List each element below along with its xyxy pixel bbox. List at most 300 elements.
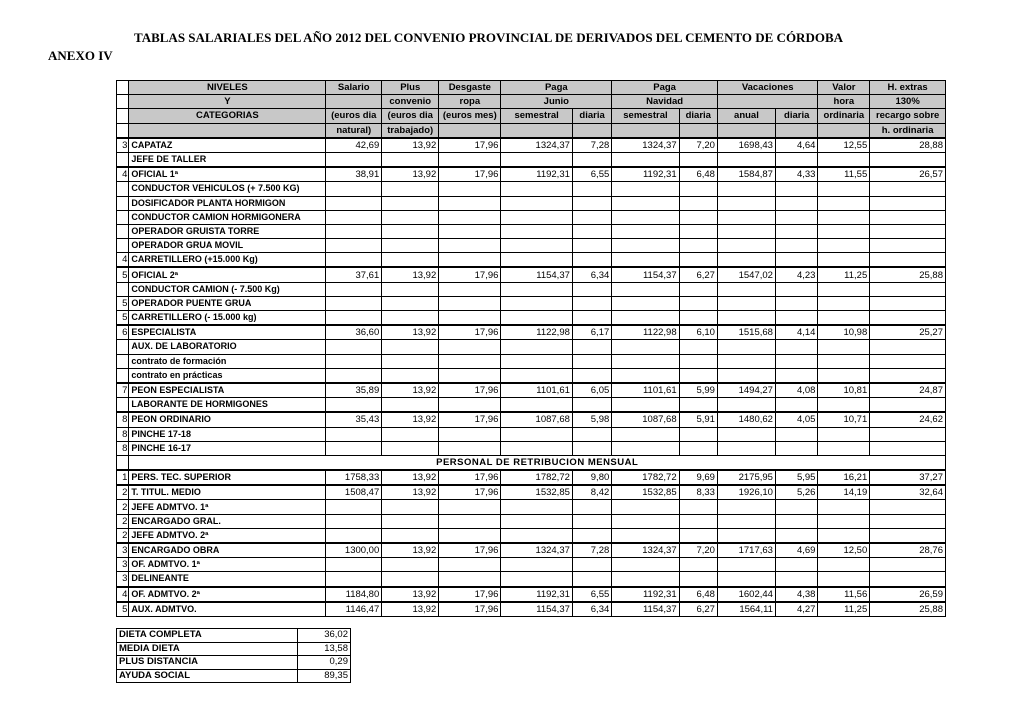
value-cell — [612, 239, 679, 253]
value-cell: 1926,10 — [717, 485, 775, 500]
value-cell: 7,20 — [679, 138, 717, 153]
value-cell — [870, 311, 946, 326]
value-cell — [439, 224, 501, 238]
value-cell: 13,92 — [382, 267, 439, 282]
value-cell — [326, 282, 382, 296]
value-cell — [870, 152, 946, 167]
header-cell — [572, 123, 611, 138]
table-row — [117, 368, 946, 383]
level-number — [117, 282, 129, 296]
value-cell: 1184,80 — [326, 587, 382, 602]
extras-value: 0,29 — [298, 656, 351, 670]
value-cell: 13,92 — [382, 412, 439, 427]
value-cell — [572, 182, 611, 196]
level-number — [117, 224, 129, 238]
value-cell — [572, 311, 611, 326]
table-row — [117, 441, 946, 455]
value-cell — [572, 500, 611, 514]
value-cell: 4,23 — [775, 267, 818, 282]
value-cell — [818, 196, 870, 210]
header-cell — [679, 123, 717, 138]
value-cell: 6,55 — [572, 587, 611, 602]
category-name: CARRETILLERO (- 15.000 kg) — [129, 311, 326, 326]
value-cell: 1547,02 — [717, 267, 775, 282]
level-number: 2 — [117, 514, 129, 528]
value-cell — [717, 196, 775, 210]
value-cell — [870, 398, 946, 413]
level-number — [117, 398, 129, 413]
level-number: 3 — [117, 543, 129, 558]
value-cell: 1698,43 — [717, 138, 775, 153]
value-cell: 9,69 — [679, 470, 717, 485]
header-cell: Paga — [501, 81, 612, 95]
table-row — [117, 383, 946, 398]
level-number: 7 — [117, 383, 129, 398]
value-cell — [818, 253, 870, 268]
value-cell — [818, 340, 870, 354]
header-cell — [129, 123, 326, 138]
value-cell: 24,87 — [870, 383, 946, 398]
table-row — [117, 340, 946, 354]
value-cell — [818, 514, 870, 528]
value-cell — [679, 441, 717, 455]
category-name: contrato en prácticas — [129, 368, 326, 383]
level-number: 2 — [117, 500, 129, 514]
value-cell — [326, 558, 382, 572]
value-cell: 2175,95 — [717, 470, 775, 485]
header-cell: 130% — [870, 95, 946, 109]
value-cell — [775, 340, 818, 354]
value-cell: 10,71 — [818, 412, 870, 427]
table-row — [117, 412, 946, 427]
value-cell: 1300,00 — [326, 543, 382, 558]
value-cell — [717, 398, 775, 413]
value-cell: 6,34 — [572, 602, 611, 617]
value-cell: 1532,85 — [612, 485, 679, 500]
value-cell: 5,99 — [679, 383, 717, 398]
header-cell: Vacaciones — [717, 81, 818, 95]
value-cell — [572, 296, 611, 310]
value-cell — [382, 354, 439, 368]
level-number: 4 — [117, 167, 129, 182]
value-cell — [870, 196, 946, 210]
value-cell — [439, 398, 501, 413]
value-cell — [818, 500, 870, 514]
value-cell — [572, 282, 611, 296]
value-cell — [679, 282, 717, 296]
value-cell: 5,98 — [572, 412, 611, 427]
value-cell — [612, 296, 679, 310]
header-cell: h. ordinaria — [870, 123, 946, 138]
daily-rows — [117, 138, 946, 456]
table-row — [117, 267, 946, 282]
value-cell: 1154,37 — [612, 602, 679, 617]
value-cell — [679, 558, 717, 572]
value-cell: 17,96 — [439, 602, 501, 617]
value-cell — [382, 196, 439, 210]
value-cell — [717, 441, 775, 455]
value-cell — [572, 354, 611, 368]
value-cell — [439, 441, 501, 455]
table-row — [117, 296, 946, 310]
category-name: PINCHE 16-17 — [129, 441, 326, 455]
category-name: CONDUCTOR CAMION (- 7.500 Kg) — [129, 282, 326, 296]
header-cell: NIVELES — [129, 81, 326, 95]
value-cell — [612, 368, 679, 383]
value-cell — [572, 398, 611, 413]
table-row — [117, 196, 946, 210]
value-cell — [679, 239, 717, 253]
value-cell — [326, 354, 382, 368]
value-cell — [818, 210, 870, 224]
value-cell: 26,59 — [870, 587, 946, 602]
level-number: 2 — [117, 528, 129, 543]
value-cell: 1515,68 — [717, 325, 775, 340]
category-name: contrato de formación — [129, 354, 326, 368]
category-name: OF. ADMTVO. 1ª — [129, 558, 326, 572]
table-row — [117, 543, 946, 558]
extras-row — [117, 642, 351, 656]
header-cell: Valor — [818, 81, 870, 95]
value-cell — [818, 296, 870, 310]
value-cell — [572, 152, 611, 167]
header-cell: (euros dia — [382, 109, 439, 123]
value-cell — [439, 528, 501, 543]
value-cell: 17,96 — [439, 485, 501, 500]
value-cell — [679, 311, 717, 326]
value-cell — [382, 253, 439, 268]
value-cell — [501, 514, 572, 528]
value-cell — [612, 196, 679, 210]
value-cell — [501, 152, 572, 167]
value-cell: 13,92 — [382, 325, 439, 340]
value-cell — [870, 500, 946, 514]
value-cell: 6,05 — [572, 383, 611, 398]
value-cell: 12,55 — [818, 138, 870, 153]
value-cell: 1758,33 — [326, 470, 382, 485]
value-cell: 1154,37 — [612, 267, 679, 282]
table-row — [117, 152, 946, 167]
value-cell — [439, 340, 501, 354]
value-cell — [501, 558, 572, 572]
value-cell — [439, 182, 501, 196]
extras-row — [117, 656, 351, 670]
value-cell — [775, 354, 818, 368]
value-cell — [382, 282, 439, 296]
value-cell: 17,96 — [439, 412, 501, 427]
value-cell: 24,62 — [870, 412, 946, 427]
value-cell — [572, 340, 611, 354]
value-cell — [382, 558, 439, 572]
value-cell — [679, 296, 717, 310]
table-row — [117, 167, 946, 182]
value-cell: 13,92 — [382, 383, 439, 398]
value-cell — [382, 368, 439, 383]
value-cell — [326, 210, 382, 224]
level-number: 5 — [117, 296, 129, 310]
value-cell: 9,80 — [572, 470, 611, 485]
category-name: OFICIAL 1ª — [129, 167, 326, 182]
value-cell: 13,92 — [382, 543, 439, 558]
value-cell: 37,27 — [870, 470, 946, 485]
value-cell — [870, 282, 946, 296]
value-cell — [612, 572, 679, 587]
value-cell — [326, 182, 382, 196]
value-cell — [775, 296, 818, 310]
value-cell — [775, 282, 818, 296]
category-name: OPERADOR PUENTE GRUA — [129, 296, 326, 310]
value-cell: 1508,47 — [326, 485, 382, 500]
header-cell: recargo sobre — [870, 109, 946, 123]
value-cell — [382, 441, 439, 455]
value-cell: 17,96 — [439, 167, 501, 182]
value-cell — [870, 182, 946, 196]
value-cell — [612, 282, 679, 296]
category-name: PERS. TEC. SUPERIOR — [129, 470, 326, 485]
table-row — [117, 224, 946, 238]
value-cell: 17,96 — [439, 587, 501, 602]
value-cell — [382, 311, 439, 326]
value-cell: 7,20 — [679, 543, 717, 558]
value-cell — [439, 427, 501, 441]
category-name: CONDUCTOR CAMION HORMIGONERA — [129, 210, 326, 224]
header-cell — [439, 123, 501, 138]
value-cell — [612, 528, 679, 543]
level-number — [117, 196, 129, 210]
value-cell — [717, 296, 775, 310]
value-cell — [679, 354, 717, 368]
value-cell — [326, 152, 382, 167]
value-cell — [439, 152, 501, 167]
value-cell: 35,43 — [326, 412, 382, 427]
value-cell: 6,48 — [679, 167, 717, 182]
value-cell: 6,10 — [679, 325, 717, 340]
extras-row — [117, 629, 351, 643]
value-cell — [612, 224, 679, 238]
value-cell: 1782,72 — [501, 470, 572, 485]
value-cell — [679, 572, 717, 587]
value-cell: 4,14 — [775, 325, 818, 340]
value-cell: 28,88 — [870, 138, 946, 153]
value-cell: 11,25 — [818, 267, 870, 282]
value-cell — [775, 500, 818, 514]
header-cell: Paga — [612, 81, 718, 95]
level-number: 8 — [117, 441, 129, 455]
value-cell — [717, 368, 775, 383]
level-number — [117, 182, 129, 196]
extras-label: AYUDA SOCIAL — [117, 669, 298, 683]
header-cell: Desgaste — [439, 81, 501, 95]
table-row — [117, 182, 946, 196]
header-cell: semestral — [501, 109, 572, 123]
value-cell — [775, 398, 818, 413]
value-cell: 1717,63 — [717, 543, 775, 558]
value-cell — [870, 572, 946, 587]
value-cell — [679, 182, 717, 196]
value-cell — [717, 354, 775, 368]
extras-row — [117, 669, 351, 683]
value-cell — [501, 196, 572, 210]
value-cell: 13,92 — [382, 485, 439, 500]
table-row — [117, 587, 946, 602]
value-cell: 1192,31 — [501, 587, 572, 602]
value-cell: 13,92 — [382, 138, 439, 153]
value-cell: 6,27 — [679, 267, 717, 282]
value-cell — [326, 500, 382, 514]
category-name: DOSIFICADOR PLANTA HORMIGON — [129, 196, 326, 210]
value-cell — [382, 514, 439, 528]
value-cell: 11,25 — [818, 602, 870, 617]
level-number — [117, 210, 129, 224]
value-cell — [775, 152, 818, 167]
document-title: TABLAS SALARIALES DEL AÑO 2012 DEL CONVENIO PROVINCIAL DE DERIVADOS DEL CEMENTO DE CÓRDOBA — [134, 30, 844, 45]
value-cell — [717, 558, 775, 572]
value-cell — [572, 514, 611, 528]
value-cell — [818, 354, 870, 368]
value-cell: 13,92 — [382, 587, 439, 602]
value-cell — [501, 500, 572, 514]
value-cell — [717, 210, 775, 224]
value-cell — [818, 239, 870, 253]
value-cell — [612, 500, 679, 514]
value-cell: 1087,68 — [612, 412, 679, 427]
value-cell — [382, 528, 439, 543]
table-row — [117, 398, 946, 413]
value-cell — [717, 500, 775, 514]
value-cell — [775, 572, 818, 587]
value-cell — [870, 368, 946, 383]
header-cell: Plus — [382, 81, 439, 95]
value-cell — [382, 500, 439, 514]
value-cell — [870, 441, 946, 455]
category-name: CARRETILLERO (+15.000 Kg) — [129, 253, 326, 268]
category-name: OFICIAL 2ª — [129, 267, 326, 282]
value-cell — [679, 500, 717, 514]
value-cell — [439, 282, 501, 296]
category-name: OF. ADMTVO. 2ª — [129, 587, 326, 602]
value-cell — [775, 427, 818, 441]
extras-label: PLUS DISTANCIA — [117, 656, 298, 670]
value-cell — [326, 340, 382, 354]
value-cell: 1324,37 — [501, 138, 572, 153]
value-cell — [679, 152, 717, 167]
value-cell — [818, 441, 870, 455]
value-cell — [717, 528, 775, 543]
value-cell: 4,33 — [775, 167, 818, 182]
value-cell — [501, 368, 572, 383]
value-cell — [717, 224, 775, 238]
header-cell — [717, 95, 818, 109]
value-cell — [439, 368, 501, 383]
header-cell — [612, 123, 679, 138]
value-cell — [326, 528, 382, 543]
header-cell — [775, 123, 818, 138]
extras-value: 36,02 — [298, 629, 351, 643]
value-cell — [870, 528, 946, 543]
value-cell — [572, 427, 611, 441]
extras-label: MEDIA DIETA — [117, 642, 298, 656]
value-cell: 10,98 — [818, 325, 870, 340]
value-cell — [679, 340, 717, 354]
table-row — [117, 572, 946, 587]
section-title: PERSONAL DE RETRIBUCION MENSUAL — [129, 455, 946, 470]
value-cell — [870, 224, 946, 238]
category-name: JEFE ADMTVO. 1ª — [129, 500, 326, 514]
value-cell: 7,28 — [572, 543, 611, 558]
value-cell — [612, 441, 679, 455]
value-cell — [775, 210, 818, 224]
value-cell: 6,34 — [572, 267, 611, 282]
value-cell — [326, 514, 382, 528]
value-cell: 1192,31 — [612, 167, 679, 182]
category-name: OPERADOR GRUISTA TORRE — [129, 224, 326, 238]
value-cell — [717, 514, 775, 528]
value-cell — [439, 354, 501, 368]
value-cell — [382, 398, 439, 413]
value-cell: 13,92 — [382, 470, 439, 485]
table-row — [117, 138, 946, 153]
annex-label: ANEXO IV — [48, 48, 113, 63]
category-name: OPERADOR GRUA MOVIL — [129, 239, 326, 253]
category-name: PINCHE 17-18 — [129, 427, 326, 441]
value-cell: 13,92 — [382, 602, 439, 617]
value-cell: 17,96 — [439, 543, 501, 558]
value-cell: 1192,31 — [612, 587, 679, 602]
value-cell — [326, 311, 382, 326]
value-cell — [717, 340, 775, 354]
value-cell — [612, 210, 679, 224]
level-number — [117, 239, 129, 253]
value-cell: 4,64 — [775, 138, 818, 153]
value-cell: 17,96 — [439, 470, 501, 485]
value-cell — [679, 196, 717, 210]
level-number: 8 — [117, 412, 129, 427]
value-cell: 1154,37 — [501, 267, 572, 282]
value-cell — [572, 224, 611, 238]
value-cell — [439, 253, 501, 268]
level-number: 4 — [117, 587, 129, 602]
value-cell — [818, 182, 870, 196]
value-cell — [679, 514, 717, 528]
header-cell — [717, 123, 775, 138]
value-cell — [501, 253, 572, 268]
value-cell: 1480,62 — [717, 412, 775, 427]
value-cell — [717, 152, 775, 167]
value-cell — [818, 152, 870, 167]
value-cell: 1324,37 — [612, 138, 679, 153]
value-cell — [870, 253, 946, 268]
level-number — [117, 152, 129, 167]
value-cell — [439, 311, 501, 326]
value-cell — [501, 340, 572, 354]
value-cell — [612, 253, 679, 268]
value-cell: 35,89 — [326, 383, 382, 398]
header-cell: ordinaria — [818, 109, 870, 123]
value-cell: 1324,37 — [501, 543, 572, 558]
value-cell: 5,95 — [775, 470, 818, 485]
value-cell: 7,28 — [572, 138, 611, 153]
value-cell — [439, 296, 501, 310]
value-cell — [775, 239, 818, 253]
level-number: 6 — [117, 325, 129, 340]
header-cell: hora — [818, 95, 870, 109]
header-cell: natural) — [326, 123, 382, 138]
category-name: CAPATAZ — [129, 138, 326, 153]
value-cell: 1782,72 — [612, 470, 679, 485]
value-cell — [439, 500, 501, 514]
value-cell — [612, 311, 679, 326]
level-number: 3 — [117, 572, 129, 587]
